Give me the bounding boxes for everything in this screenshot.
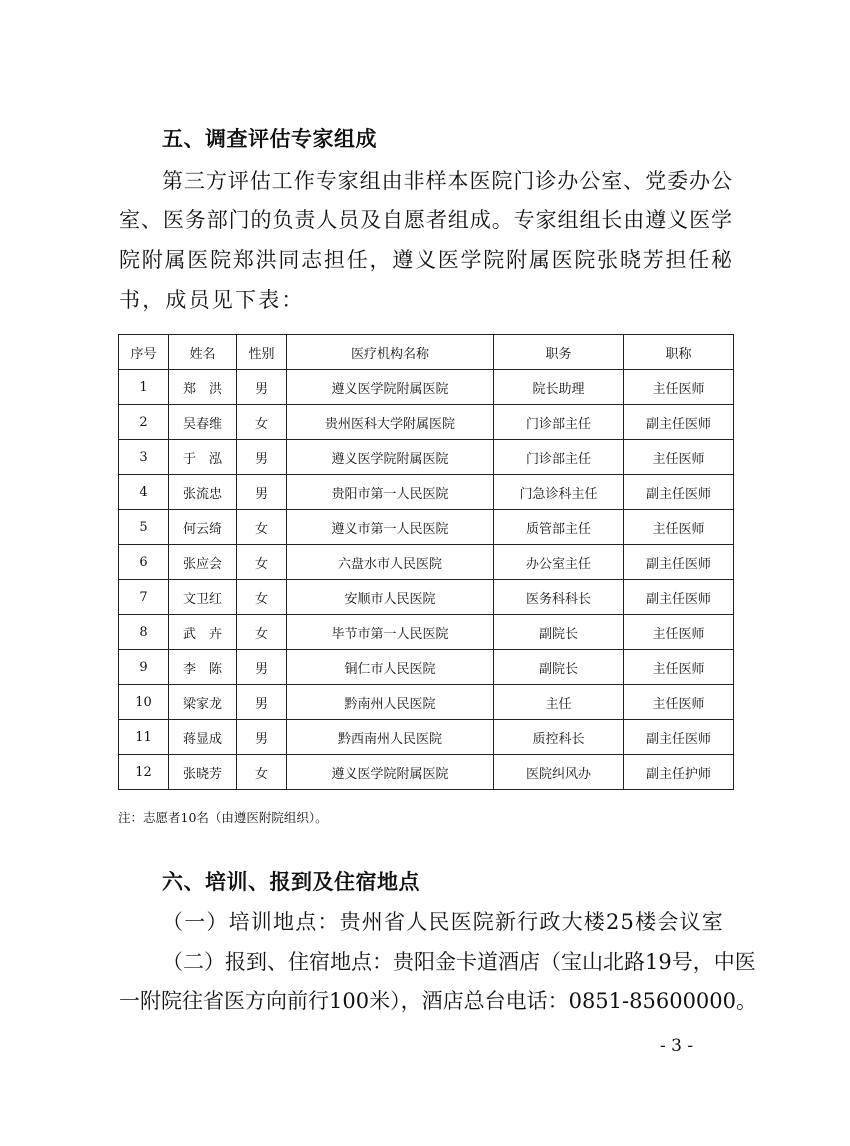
cell-gender: 女: [237, 510, 287, 545]
cell-gender: 男: [237, 685, 287, 720]
column-header-position: 职务: [494, 335, 624, 370]
table-row: [119, 545, 734, 580]
cell-name: 张晓芳: [169, 755, 237, 790]
table-header-row: [119, 335, 734, 370]
cell-name: 于 泓: [169, 440, 237, 475]
cell-position: 医务科科长: [494, 580, 624, 615]
cell-gender: 女: [237, 545, 287, 580]
cell-title: 主任医师: [624, 510, 734, 545]
cell-gender: 女: [237, 615, 287, 650]
cell-gender: 男: [237, 440, 287, 475]
cell-institution: 贵州医科大学附属医院: [287, 405, 494, 440]
cell-index: 11: [119, 720, 169, 755]
cell-gender: 女: [237, 755, 287, 790]
table-row: [119, 370, 734, 405]
table-row: [119, 755, 734, 790]
table-row: [119, 475, 734, 510]
cell-title: 主任医师: [624, 650, 734, 685]
cell-position: 质管部主任: [494, 510, 624, 545]
cell-name: 吴春维: [169, 405, 237, 440]
cell-position: 主任: [494, 685, 624, 720]
cell-position: 医院纠风办: [494, 755, 624, 790]
cell-name: 蒋显成: [169, 720, 237, 755]
cell-position: 门急诊科主任: [494, 475, 624, 510]
cell-name: 李 陈: [169, 650, 237, 685]
cell-institution: 遵义医学院附属医院: [287, 755, 494, 790]
cell-name: 张流忠: [169, 475, 237, 510]
cell-index: 12: [119, 755, 169, 790]
table-row: [119, 650, 734, 685]
table-row: [119, 685, 734, 720]
table-body: [119, 370, 734, 790]
cell-index: 1: [119, 370, 169, 405]
table-row: [119, 580, 734, 615]
cell-position: 门诊部主任: [494, 440, 624, 475]
cell-gender: 男: [237, 720, 287, 755]
section6-paragraph-line: 一附院往省医方向前行100米），酒店总台电话：0851-85600000。: [119, 989, 758, 1013]
cell-index: 8: [119, 615, 169, 650]
cell-institution: 铜仁市人民医院: [287, 650, 494, 685]
table-row: [119, 510, 734, 545]
column-header-name: 姓名: [169, 335, 237, 370]
cell-institution: 安顺市人民医院: [287, 580, 494, 615]
column-header-index: 序号: [119, 335, 169, 370]
section5-paragraph-line: 书，成员见下表：: [119, 288, 305, 312]
cell-title: 副主任医师: [624, 475, 734, 510]
cell-title: 副主任医师: [624, 720, 734, 755]
cell-position: 办公室主任: [494, 545, 624, 580]
cell-title: 副主任医师: [624, 545, 734, 580]
section5-heading: 五、调查评估专家组成: [162, 127, 377, 151]
cell-title: 副主任医师: [624, 405, 734, 440]
cell-institution: 六盘水市人民医院: [287, 545, 494, 580]
cell-index: 4: [119, 475, 169, 510]
cell-position: 副院长: [494, 615, 624, 650]
table-row: [119, 615, 734, 650]
section5-paragraph-line: 第三方评估工作专家组由非样本医院门诊办公室、党委办公: [162, 169, 732, 193]
cell-institution: 毕节市第一人民医院: [287, 615, 494, 650]
table-row: [119, 720, 734, 755]
cell-gender: 男: [237, 475, 287, 510]
section5-paragraph-line: 院附属医院郑洪同志担任，遵义医学院附属医院张晓芳担任秘: [119, 248, 732, 272]
cell-institution: 遵义市第一人民医院: [287, 510, 494, 545]
cell-name: 何云绮: [169, 510, 237, 545]
cell-index: 5: [119, 510, 169, 545]
page-number: - 3 -: [660, 1036, 694, 1056]
cell-institution: 遵义医学院附属医院: [287, 440, 494, 475]
cell-position: 质控科长: [494, 720, 624, 755]
cell-index: 7: [119, 580, 169, 615]
section6-paragraph-line: （二）报到、住宿地点：贵阳金卡道酒店（宝山北路19号，中医: [162, 950, 756, 974]
cell-gender: 男: [237, 650, 287, 685]
cell-name: 文卫红: [169, 580, 237, 615]
expert-roster-table: [118, 334, 734, 790]
section6-heading: 六、培训、报到及住宿地点: [162, 870, 420, 894]
table-row: [119, 440, 734, 475]
cell-institution: 黔南州人民医院: [287, 685, 494, 720]
cell-gender: 女: [237, 405, 287, 440]
cell-title: 主任医师: [624, 685, 734, 720]
cell-gender: 女: [237, 580, 287, 615]
cell-title: 主任医师: [624, 370, 734, 405]
column-header-institution: 医疗机构名称: [287, 335, 494, 370]
column-header-title: 职称: [624, 335, 734, 370]
cell-gender: 男: [237, 370, 287, 405]
cell-index: 2: [119, 405, 169, 440]
cell-position: 院长助理: [494, 370, 624, 405]
cell-title: 副主任医师: [624, 580, 734, 615]
cell-institution: 黔西南州人民医院: [287, 720, 494, 755]
section6-paragraph-line: （一）培训地点：贵州省人民医院新行政大楼25楼会议室: [162, 910, 724, 934]
cell-position: 副院长: [494, 650, 624, 685]
cell-index: 10: [119, 685, 169, 720]
cell-name: 张应会: [169, 545, 237, 580]
column-header-gender: 性别: [237, 335, 287, 370]
cell-title: 主任医师: [624, 440, 734, 475]
cell-index: 3: [119, 440, 169, 475]
cell-institution: 贵阳市第一人民医院: [287, 475, 494, 510]
section5-paragraph-line: 室、医务部门的负责人员及自愿者组成。专家组组长由遵义医学: [119, 208, 732, 232]
cell-name: 梁家龙: [169, 685, 237, 720]
table-note: 注：志愿者10名（由遵医附院组织）。: [118, 810, 328, 825]
cell-index: 9: [119, 650, 169, 685]
table-row: [119, 405, 734, 440]
cell-position: 门诊部主任: [494, 405, 624, 440]
cell-name: 武 卉: [169, 615, 237, 650]
cell-name: 郑 洪: [169, 370, 237, 405]
cell-title: 主任医师: [624, 615, 734, 650]
cell-index: 6: [119, 545, 169, 580]
cell-institution: 遵义医学院附属医院: [287, 370, 494, 405]
cell-title: 副主任护师: [624, 755, 734, 790]
